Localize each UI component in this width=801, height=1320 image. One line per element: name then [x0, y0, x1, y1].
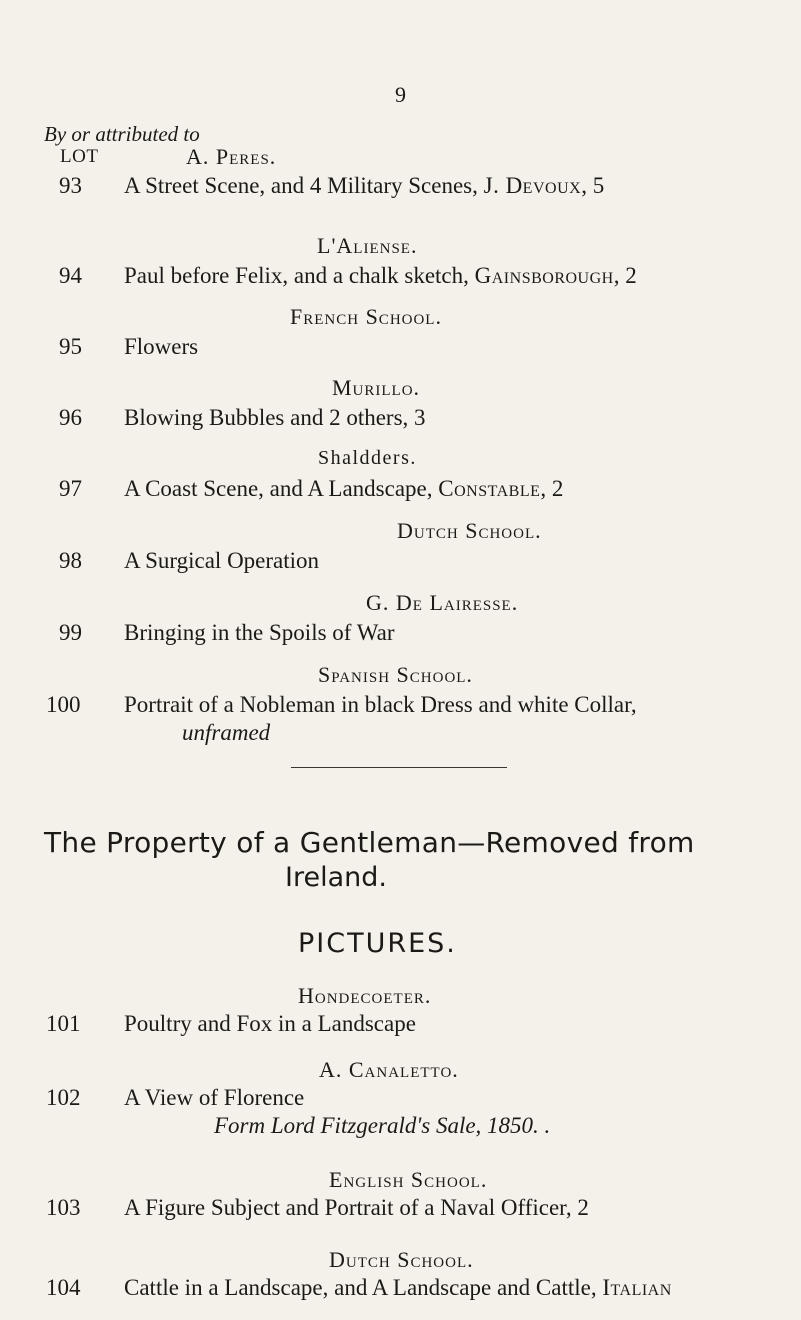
lot-description: Portrait of a Nobleman in black Dress and white Collar,	[124, 692, 637, 717]
lot-number: 100	[46, 692, 81, 717]
lot-description: Paul before Felix, and a chalk sketch, Gainsborough, 2	[124, 263, 637, 288]
property-heading-continued: Ireland.	[285, 862, 387, 893]
lot-number: 101	[46, 1011, 81, 1036]
artist-heading: Murillo.	[332, 375, 421, 400]
lot-column-header: LOT	[60, 146, 99, 167]
intro-text: By or attributed to	[44, 122, 200, 146]
section-divider	[291, 767, 507, 768]
lot-number: 104	[46, 1275, 81, 1300]
lot-number: 94	[59, 263, 82, 288]
artist-heading: A. Canaletto.	[319, 1057, 459, 1082]
lot-note: Form Lord Fitzgerald's Sale, 1850. .	[214, 1113, 551, 1138]
lot-number: 95	[59, 334, 82, 359]
lot-number: 98	[59, 548, 82, 573]
lot-number: 97	[59, 476, 82, 501]
lot-description: Blowing Bubbles and 2 others, 3	[124, 405, 426, 430]
lot-description: A Surgical Operation	[124, 548, 320, 573]
lot-description: Cattle in a Landscape, and A Landscape and Cattle, Italian	[124, 1275, 672, 1300]
lot-number: 103	[46, 1195, 81, 1220]
page-number: 9	[395, 82, 406, 107]
artist-heading: Hondecoeter.	[298, 983, 432, 1008]
lot-number: 102	[46, 1085, 81, 1110]
property-heading: The Property of a Gentleman—Removed from	[44, 826, 695, 859]
artist-heading: English School.	[329, 1167, 488, 1192]
pictures-heading: PICTURES.	[298, 928, 457, 959]
artist-heading: Dutch School.	[329, 1247, 474, 1272]
lot-description: Poultry and Fox in a Landscape	[124, 1011, 416, 1036]
artist-heading: French School.	[290, 304, 442, 329]
artist-heading: Shaldders.	[318, 447, 417, 469]
lot-number: 96	[59, 405, 82, 430]
lot-number: 93	[59, 173, 82, 198]
lot-description: A Figure Subject and Portrait of a Naval Officer, 2	[124, 1195, 589, 1220]
lot-description: Bringing in the Spoils of War	[124, 620, 395, 645]
artist-heading: Dutch School.	[397, 518, 542, 543]
lot-number: 99	[59, 620, 82, 645]
artist-heading: A. Peres.	[186, 144, 277, 169]
lot-description: A Coast Scene, and A Landscape, Constable, 2	[124, 476, 564, 501]
lot-description: A View of Florence	[124, 1085, 305, 1110]
lot-description: Flowers	[124, 334, 199, 359]
artist-heading: L'Aliense.	[317, 233, 418, 258]
lot-description: A Street Scene, and 4 Military Scenes, J. Devoux, 5	[124, 173, 605, 198]
artist-heading: Spanish School.	[318, 662, 473, 687]
artist-heading: G. De Lairesse.	[366, 590, 519, 615]
lot-note: unframed	[182, 720, 271, 745]
